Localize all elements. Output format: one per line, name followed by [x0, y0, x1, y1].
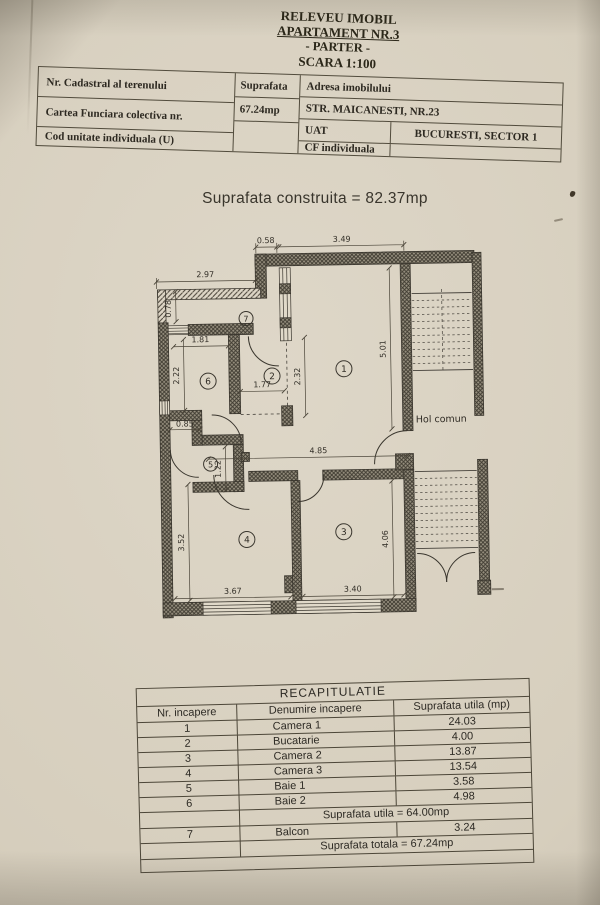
- paper-speck: [569, 190, 576, 197]
- cell-uat-label: UAT: [299, 119, 392, 143]
- room-circle-3: [336, 524, 352, 540]
- door-room3: [298, 475, 324, 501]
- dim-balcony-w: 2.97: [196, 269, 215, 280]
- cell-suprafata-label: Suprafata: [235, 73, 300, 99]
- dashed-openings: [239, 343, 287, 415]
- dim-r3-w: 3.40: [343, 584, 362, 594]
- svg-text:7: 7: [243, 314, 249, 324]
- dim-top-left: 0.58: [256, 235, 275, 246]
- info-col-suprafata: [233, 73, 300, 153]
- hol-comun-label: Hol comun: [415, 413, 467, 426]
- dim-r4-w: 3.67: [223, 586, 242, 596]
- recap-header-nr: Nr. incapere: [137, 705, 237, 723]
- cell-suprafata-value: 67.24mp: [234, 97, 299, 123]
- dim-r1-h: 5.01: [378, 340, 388, 359]
- recap-header-name: Denumire incapere: [237, 700, 394, 719]
- header-line-3: - PARTER -: [305, 38, 371, 56]
- row-nr: 7: [140, 826, 240, 843]
- cadastral-info-table: [35, 66, 563, 162]
- total-text: Suprafata totala = 67.24mp: [320, 836, 454, 853]
- dim-r6-h: 2.22: [171, 366, 182, 385]
- cell-cf-label: CF individuala: [298, 141, 390, 156]
- dim-r5-w: 0.85: [175, 419, 194, 429]
- plan-windows: [157, 266, 381, 616]
- dim-r3-h: 4.06: [380, 530, 391, 549]
- row-nr: 2: [138, 736, 238, 753]
- room-labels: [199, 310, 355, 549]
- room-circle-7: [239, 311, 253, 325]
- recap-table: [136, 678, 535, 873]
- dim-r2-w: 1.77: [253, 380, 272, 390]
- svg-text:4: 4: [243, 535, 250, 546]
- empty-cell: [140, 811, 240, 829]
- row-area: 4.00: [451, 730, 474, 743]
- stairs-upper: [412, 289, 473, 374]
- floor-plan: [141, 222, 518, 638]
- dim-r2-h: 2.32: [292, 367, 303, 386]
- entrance-door-right: [446, 552, 476, 582]
- svg-text:5: 5: [207, 460, 214, 470]
- row-nr: 6: [140, 796, 240, 813]
- row-nr: 3: [138, 751, 238, 768]
- row-nr: 4: [139, 766, 239, 783]
- room-circle-4: [239, 531, 255, 547]
- room-circle-2: [264, 368, 280, 384]
- row-area: 24.03: [448, 715, 477, 729]
- dim-top: 3.49: [332, 234, 351, 244]
- recap-title: RECAPITULATIE: [137, 679, 529, 707]
- room-circle-6: [200, 373, 216, 389]
- row-area: 3.24: [454, 821, 476, 834]
- paper-crease: [27, 0, 34, 135]
- paper-speck: [554, 218, 563, 222]
- row-name: Camera 3: [239, 761, 396, 779]
- dim-r5-h: 1.22: [213, 459, 223, 478]
- dim-r4-h: 3.52: [176, 533, 187, 552]
- stairs-lower: [415, 470, 478, 548]
- empty-cell: [141, 841, 241, 859]
- row-name: Baie 1: [239, 776, 396, 794]
- document-header: [217, 6, 459, 74]
- row-nr: 1: [138, 721, 238, 738]
- svg-text:6: 6: [205, 377, 212, 388]
- cell-empty: [233, 121, 298, 153]
- cell-nr-cadastral: Nr. Cadastral al terenului: [38, 67, 235, 103]
- row-name: Camera 2: [238, 746, 395, 764]
- entrance-door-left: [417, 553, 447, 583]
- plan-walls: [157, 250, 491, 618]
- cell-cartea-funciara: Cartea Funciara colectiva nr.: [37, 97, 234, 133]
- svg-text:1: 1: [341, 364, 347, 375]
- row-name: Baie 2: [239, 791, 396, 809]
- header-line-4: SCARA 1:100: [298, 53, 377, 72]
- dim-r6-w: 1.81: [191, 335, 210, 345]
- built-area-text: Suprafata construita = 82.37mp: [202, 190, 428, 207]
- info-col-right: [298, 75, 562, 161]
- header-line-1: RELEVEU IMOBIL: [280, 7, 397, 28]
- subtotal-text: Suprafata utila = 64.00mp: [322, 806, 450, 822]
- row-area: 13.87: [449, 745, 477, 759]
- row-name: Balcon: [240, 822, 397, 840]
- cell-cod-unitate: Cod unitate individuala (U): [44, 130, 175, 147]
- recap-header-area: Suprafata utila (mp): [413, 698, 511, 713]
- row-name: Camera 1: [238, 716, 395, 734]
- row-nr: 5: [139, 781, 239, 798]
- cell-cf-value: [391, 150, 561, 155]
- dim-mid-w: 4.85: [309, 446, 328, 456]
- room-circle-1: [336, 361, 352, 377]
- svg-text:2: 2: [269, 372, 276, 383]
- svg-text:3: 3: [340, 527, 347, 539]
- header-line-2: APARTAMENT NR.3: [276, 22, 400, 43]
- cell-adresa-label: Adresa imobilului: [300, 75, 563, 105]
- door-room5: [170, 449, 198, 477]
- dim-balcony-h: 0.78: [163, 299, 174, 318]
- cell-uat-value: BUCURESTI, SECTOR 1: [414, 127, 538, 144]
- row-area: 13.54: [449, 760, 478, 773]
- row-name: Bucatarie: [238, 731, 395, 749]
- door-room2: [248, 336, 279, 367]
- info-col-left: [37, 67, 236, 151]
- cell-adresa-value: STR. MAICANESTI, NR.23: [299, 97, 562, 127]
- row-area: 4.98: [453, 790, 475, 803]
- row-area: 3.58: [452, 775, 475, 788]
